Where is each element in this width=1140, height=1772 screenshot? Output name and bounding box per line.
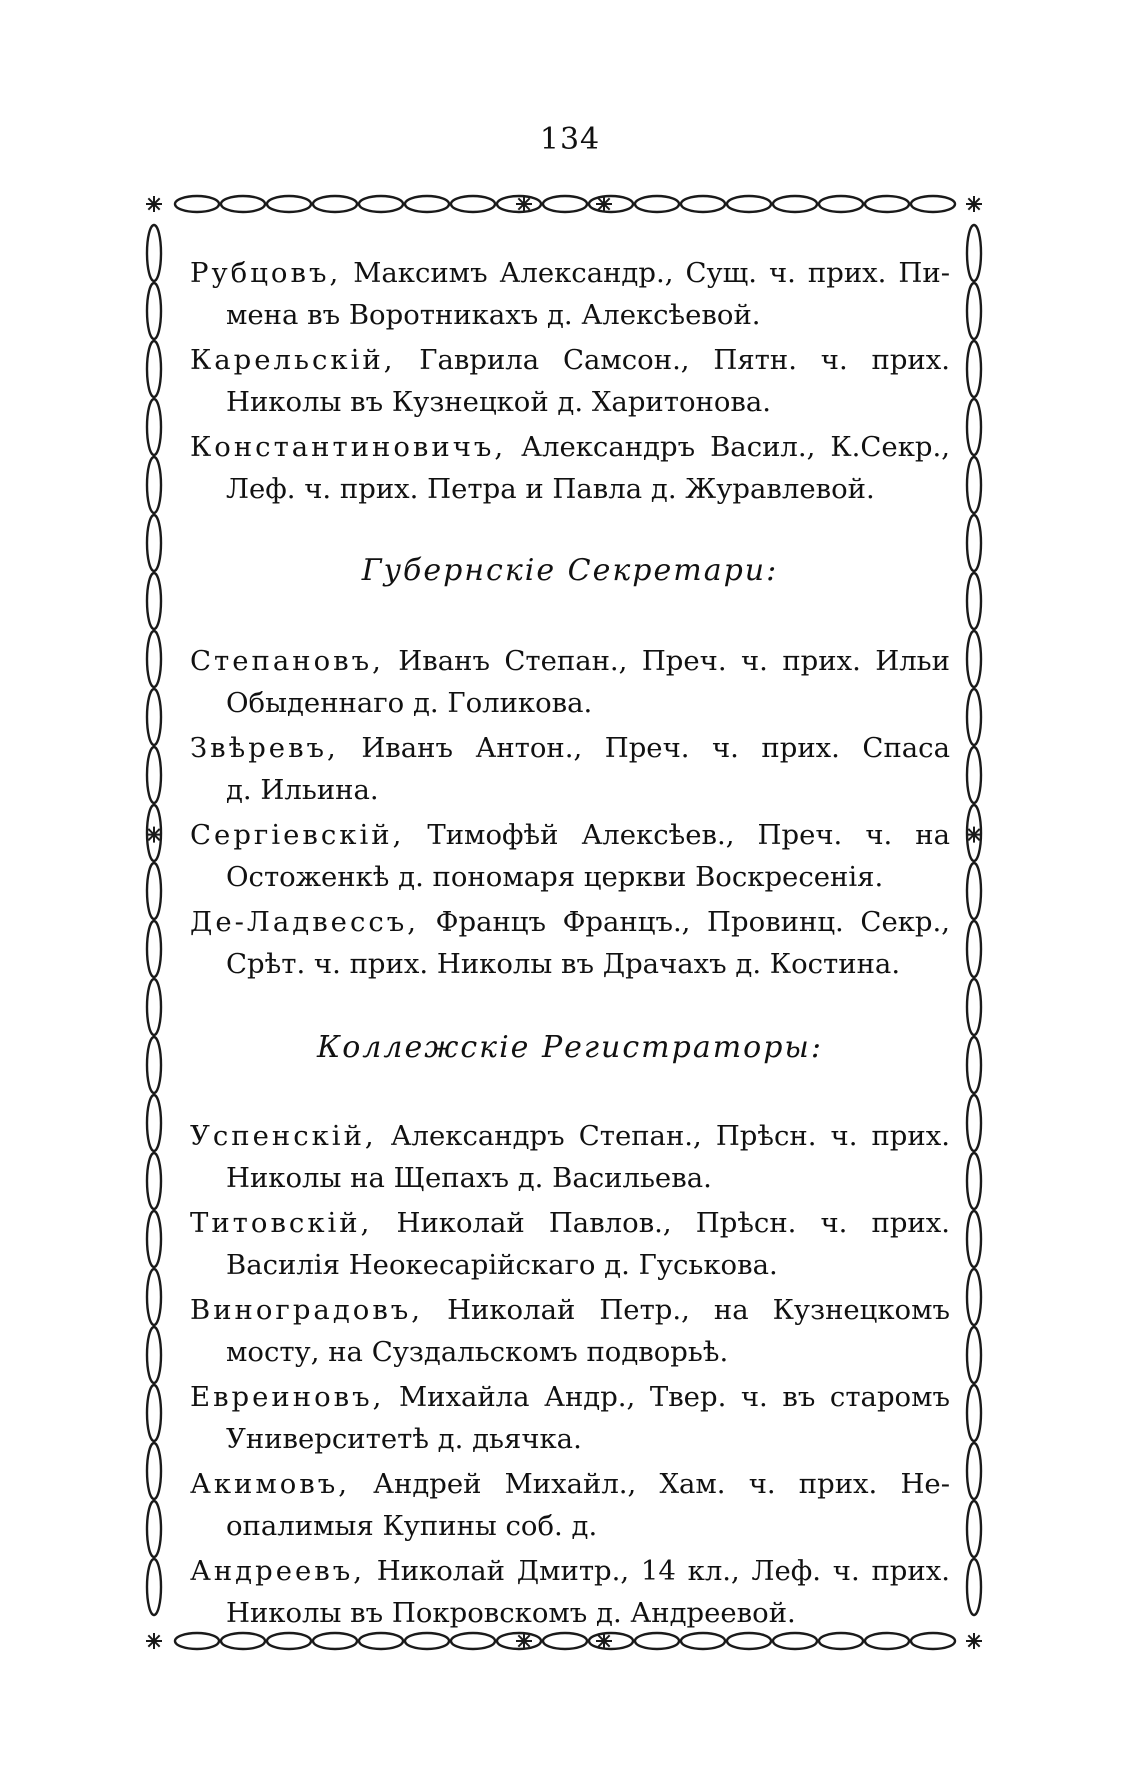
entry-surname: Андреевъ, xyxy=(190,1555,365,1587)
entry-details: Иванъ Степан., Преч. ч. прих. Ильи xyxy=(398,645,950,677)
section-continued xyxy=(190,252,950,510)
border-link xyxy=(727,196,771,212)
entry-surname: Титовскій, xyxy=(190,1207,373,1239)
entry-first-line xyxy=(190,727,950,769)
border-link xyxy=(451,196,495,212)
section-heading: Коллежскіе Регистраторы: xyxy=(317,1030,823,1065)
entry-first-line xyxy=(190,252,950,294)
entry-continuation: Николы въ Покровскомъ д. Андреевой. xyxy=(226,1597,796,1629)
border-link xyxy=(967,283,981,339)
border-link xyxy=(147,747,161,803)
border-link xyxy=(967,1501,981,1557)
entry xyxy=(190,814,950,898)
border-link xyxy=(147,921,161,977)
section-heading: Губернскіе Секретари: xyxy=(361,553,779,588)
border-link xyxy=(967,863,981,919)
entry-first-line xyxy=(190,1463,950,1505)
entry-details: Александръ Степан., Прѣсн. ч. прих. xyxy=(390,1120,950,1152)
border-link xyxy=(267,196,311,212)
entry-details: Михайла Андр., Твер. ч. въ старомъ xyxy=(398,1381,950,1413)
entry-continuation: мосту, на Суздальскомъ подворьѣ. xyxy=(226,1336,729,1368)
border-link xyxy=(967,457,981,513)
border-link xyxy=(967,515,981,571)
border-link xyxy=(967,921,981,977)
entry-surname: Сергіевскій, xyxy=(190,819,405,851)
border-star-icon xyxy=(146,196,162,212)
border-link xyxy=(967,631,981,687)
entry-first-line xyxy=(190,1289,950,1331)
entry xyxy=(190,901,950,985)
entry-continuation: д. Ильина. xyxy=(226,774,379,806)
entry-continuation: Университетѣ д. дьячка. xyxy=(226,1423,582,1455)
border-link xyxy=(147,979,161,1035)
entry-details: Иванъ Антон., Преч. ч. прих. Спаса xyxy=(361,732,950,764)
entry-surname: Де-Ладвессъ, xyxy=(190,906,419,938)
border-link xyxy=(967,225,981,281)
border-link xyxy=(967,1385,981,1441)
entry-first-line xyxy=(190,1376,950,1418)
entry xyxy=(190,640,950,724)
entry-first-line xyxy=(190,426,950,468)
border-link xyxy=(967,1095,981,1151)
border-link xyxy=(967,573,981,629)
border-star-icon xyxy=(966,196,982,212)
entry-continuation: Леф. ч. прих. Петра и Павла д. Журавлевой. xyxy=(226,473,875,505)
border-link xyxy=(147,1327,161,1383)
border-link xyxy=(773,196,817,212)
border-link xyxy=(967,341,981,397)
border-link xyxy=(147,399,161,455)
entry-surname: Успенскій, xyxy=(190,1120,377,1152)
border-link xyxy=(967,399,981,455)
border-link xyxy=(967,1153,981,1209)
entry-surname: Евреиновъ, xyxy=(190,1381,385,1413)
border-link xyxy=(147,631,161,687)
entry-continuation: Николы въ Кузнецкой д. Харитонова. xyxy=(226,386,772,418)
entry xyxy=(190,339,950,423)
border-link xyxy=(147,283,161,339)
entry-surname: Карельскій, xyxy=(190,344,396,376)
border-star-icon xyxy=(146,827,162,843)
entry-first-line xyxy=(190,640,950,682)
border-link xyxy=(221,196,265,212)
border-link xyxy=(967,1327,981,1383)
border-link xyxy=(967,1269,981,1325)
page-number: 134 xyxy=(539,122,601,157)
border-link xyxy=(313,196,357,212)
entry-continuation: Николы на Щепахъ д. Васильева. xyxy=(226,1162,712,1194)
entry-continuation: мена въ Воротникахъ д. Алексѣевой. xyxy=(226,299,761,331)
entry-surname: Виноградовъ, xyxy=(190,1294,424,1326)
border-link xyxy=(967,979,981,1035)
border-link xyxy=(147,457,161,513)
border-link xyxy=(543,196,587,212)
entry-surname: Звѣревъ, xyxy=(190,732,339,764)
entry xyxy=(190,1550,950,1634)
border-link xyxy=(147,341,161,397)
entry xyxy=(190,1463,950,1547)
border-link xyxy=(147,1269,161,1325)
entry-first-line xyxy=(190,1115,950,1157)
entry-surname: Константиновичъ, xyxy=(190,431,507,463)
border-link xyxy=(147,1153,161,1209)
section-kollezhskie-registratory xyxy=(190,1027,950,1634)
border-link xyxy=(635,196,679,212)
border-link xyxy=(911,196,955,212)
border-star-icon xyxy=(516,196,532,212)
entry xyxy=(190,426,950,510)
entry xyxy=(190,1376,950,1460)
entry-details: Николай Павлов., Прѣсн. ч. прих. xyxy=(396,1207,950,1239)
entry-details: Николай Дмитр., 14 кл., Леф. ч. прих. xyxy=(376,1555,950,1587)
entry-surname: Степановъ, xyxy=(190,645,384,677)
entry-first-line xyxy=(190,901,950,943)
border-link xyxy=(147,1385,161,1441)
section-gubernskie-sekretari xyxy=(190,550,950,985)
border-link xyxy=(865,196,909,212)
entry-first-line xyxy=(190,339,950,381)
entry-first-line xyxy=(190,1202,950,1244)
border-link xyxy=(175,196,219,212)
border-link xyxy=(147,1559,161,1615)
border-link xyxy=(147,1037,161,1093)
border-star-icon xyxy=(146,1633,162,1649)
border-star-icon xyxy=(966,827,982,843)
entry-details: Николай Петр., на Кузнецкомъ xyxy=(447,1294,950,1326)
border-link xyxy=(967,1037,981,1093)
entry-continuation: Срѣт. ч. прих. Николы въ Драчахъ д. Костина. xyxy=(226,948,901,980)
entry xyxy=(190,1202,950,1286)
entry-first-line xyxy=(190,1550,950,1592)
entry-continuation: опалимыя Купины соб. д. xyxy=(226,1510,598,1542)
border-link xyxy=(147,573,161,629)
border-link xyxy=(967,1559,981,1615)
border-star-icon xyxy=(966,1633,982,1649)
border-star-icon xyxy=(596,196,612,212)
entry xyxy=(190,727,950,811)
entry xyxy=(190,252,950,336)
border-link xyxy=(147,1443,161,1499)
entry-surname: Рубцовъ, xyxy=(190,257,342,289)
border-link xyxy=(359,196,403,212)
border-link xyxy=(147,515,161,571)
entry xyxy=(190,1115,950,1199)
entry-details: Францъ Францъ., Провинц. Секр., xyxy=(435,906,950,938)
border-link xyxy=(967,1443,981,1499)
entry-surname: Акимовъ, xyxy=(190,1468,351,1500)
border-link xyxy=(147,225,161,281)
entry xyxy=(190,1289,950,1373)
entry-details: Андрей Михайл., Хам. ч. прих. Не- xyxy=(373,1468,950,1500)
entry-details: Гаврила Самсон., Пятн. ч. прих. xyxy=(419,344,950,376)
entry-continuation: Остоженкѣ д. пономаря церкви Воскресенія. xyxy=(226,861,884,893)
entry-details: Тимофѣй Алексѣев., Преч. ч. на xyxy=(427,819,950,851)
border-link xyxy=(967,747,981,803)
border-link xyxy=(147,863,161,919)
entry-details: Александръ Васил., К.Секр., xyxy=(521,431,950,463)
border-link xyxy=(967,689,981,745)
page-content xyxy=(190,252,950,1637)
border-link xyxy=(147,1501,161,1557)
border-link xyxy=(147,1095,161,1151)
border-link xyxy=(819,196,863,212)
border-link xyxy=(147,1211,161,1267)
border-link xyxy=(681,196,725,212)
entry-continuation: Василія Неокесарійскаго д. Гуськова. xyxy=(226,1249,778,1281)
entry-continuation: Обыденнаго д. Голикова. xyxy=(226,687,593,719)
entry-first-line xyxy=(190,814,950,856)
entry-details: Максимъ Александр., Сущ. ч. прих. Пи- xyxy=(353,257,950,289)
border-link xyxy=(967,1211,981,1267)
border-link xyxy=(147,689,161,745)
border-link xyxy=(405,196,449,212)
